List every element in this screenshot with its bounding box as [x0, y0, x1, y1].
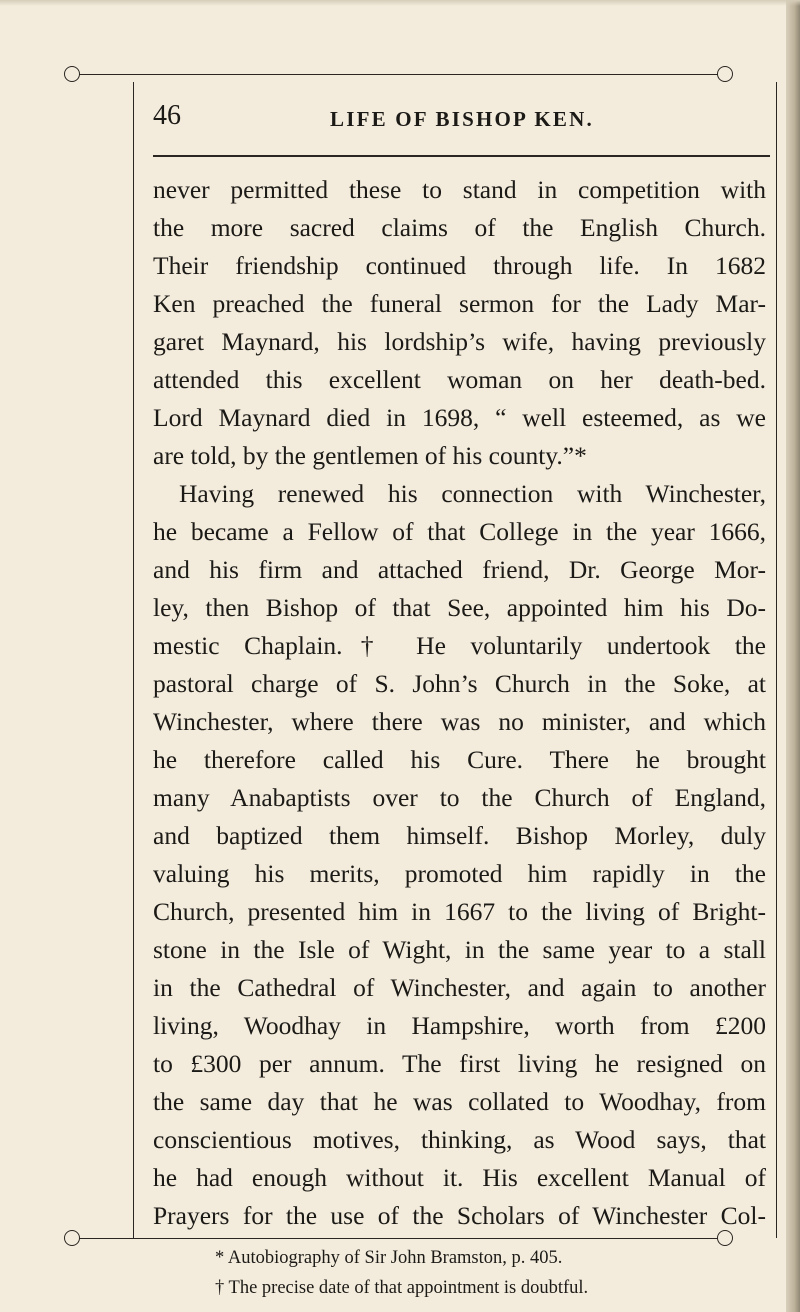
frame-right-rule	[776, 82, 777, 1238]
text-line: Their friendship continued through life. In 1682	[153, 251, 766, 280]
text-line: he therefore called his Cure. There he brought	[153, 745, 766, 774]
frame-corner-ring-top-right	[717, 66, 733, 82]
text-line: are told, by the gentlemen of his county.”*	[153, 441, 587, 470]
text-line: pastoral charge of S. John’s Church in the Soke, at	[153, 669, 766, 698]
text-line: Lord Maynard died in 1698, “ well esteemed, as we	[153, 403, 766, 432]
text-line: Prayers for the use of the Scholars of Winchester Col-	[153, 1201, 766, 1230]
text-line: conscientious motives, thinking, as Wood says, that	[153, 1125, 766, 1154]
frame-left-rule	[133, 82, 134, 1238]
text-line: and baptized them himself. Bishop Morley, duly	[153, 821, 766, 850]
text-line: stone in the Isle of Wight, in the same year to a stall	[153, 935, 766, 964]
text-line: Ken preached the funeral sermon for the Lady Mar-	[153, 289, 766, 318]
text-line: and his firm and attached friend, Dr. George Mor-	[153, 555, 766, 584]
page-edge-shadow	[786, 0, 800, 1312]
text-line: attended this excellent woman on her death-bed.	[153, 365, 766, 394]
text-line: garet Maynard, his lordship’s wife, having previously	[153, 327, 766, 356]
text-line: valuing his merits, promoted him rapidly in the	[153, 859, 766, 888]
top-edge-shadow	[0, 0, 800, 6]
text-line: mestic Chaplain.† He voluntarily undertook the	[153, 631, 766, 660]
text-line: Church, presented him in 1667 to the living of Bright-	[153, 897, 766, 926]
text-line: he had enough without it. His excellent Manual of	[153, 1163, 766, 1192]
footnote: * Autobiography of Sir John Bramston, p. 405.	[215, 1248, 563, 1268]
frame-top-rule	[72, 74, 720, 75]
frame-corner-ring-bottom-left	[64, 1230, 80, 1246]
page-number: 46	[153, 100, 181, 131]
text-line: in the Cathedral of Winchester, and again to another	[153, 973, 766, 1002]
frame-bottom-rule	[72, 1238, 720, 1239]
text-line: many Anabaptists over to the Church of England,	[153, 783, 766, 812]
text-line: the more sacred claims of the English Church.	[153, 213, 766, 242]
running-title: LIFE OF BISHOP KEN.	[330, 107, 594, 131]
text-line: the same day that he was collated to Woodhay, from	[153, 1087, 766, 1116]
text-line: to £300 per annum. The first living he resigned on	[153, 1049, 766, 1078]
text-line: never permitted these to stand in competition with	[153, 175, 766, 204]
text-line: he became a Fellow of that College in the year 1666,	[153, 517, 766, 546]
text-line: living, Woodhay in Hampshire, worth from £200	[153, 1011, 766, 1040]
text-line: ley, then Bishop of that See, appointed him his Do-	[153, 593, 766, 622]
footnote: † The precise date of that appointment is doubtful.	[215, 1278, 589, 1298]
frame-corner-ring-top-left	[64, 66, 80, 82]
header-rule	[153, 155, 770, 157]
text-line: Winchester, where there was no minister, and which	[153, 707, 766, 736]
text-line: Having renewed his connection with Winchester,	[179, 479, 766, 508]
